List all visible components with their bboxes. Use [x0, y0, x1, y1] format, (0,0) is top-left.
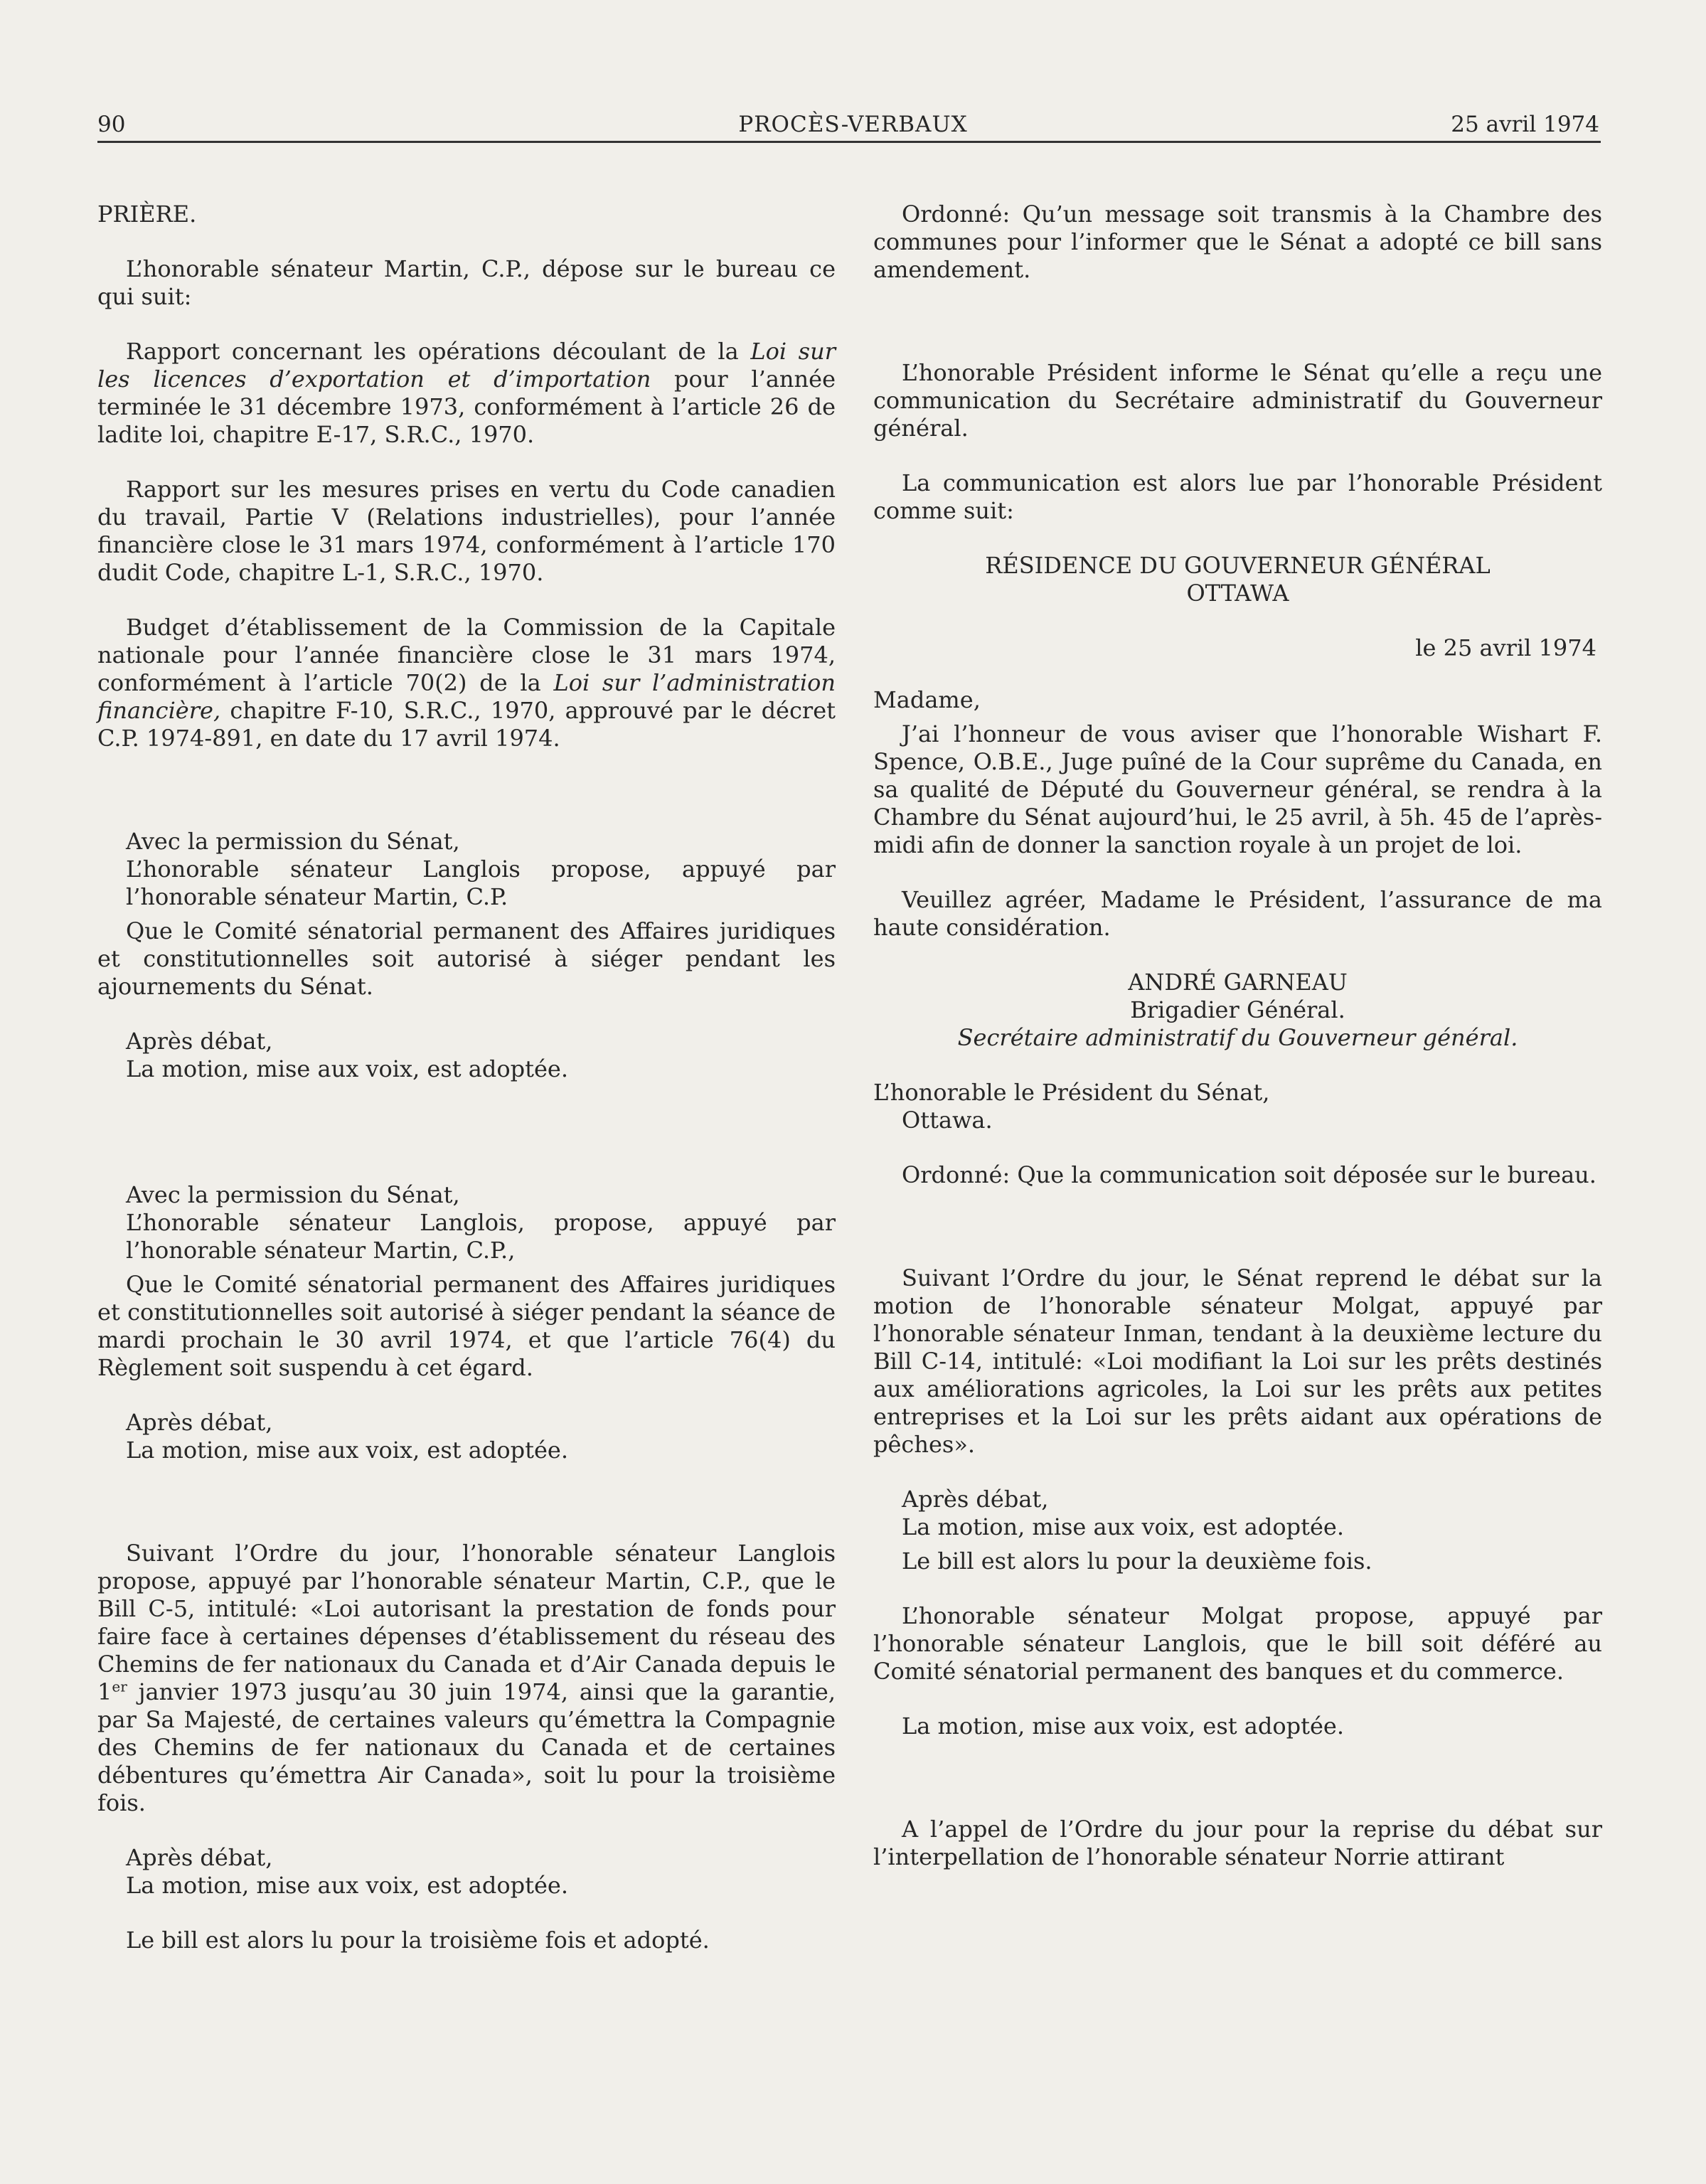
bill-c5-b: janvier 1973 jusqu’au 30 juin 1974, ainsi que la garantie, par Sa Majesté, de certaines valeurs qu’émettra la Compagnie des Chemins de fer nationaux du Canada et de certaines débentures qu’émettra Air Canada», soit lu pour la troisième fois.: [97, 1678, 836, 1816]
bill-c5: [97, 1540, 836, 1817]
motion1-result: [97, 1028, 836, 1083]
motion1-line2: L’honorable sénateur Langlois propose, appuyé par l’honorable sénateur Martin, C.P.: [126, 856, 836, 910]
budget-a: Budget d’établissement de la Commission de la Capitale nationale pour l’année financière close le 31 mars 1974, conformément à l’article 70(2) de la: [97, 614, 836, 696]
budget-law: Loi sur l’administration financière,: [97, 669, 836, 724]
communication-lue: La communication est alors lue par l’honorable Président comme suit:: [873, 469, 1602, 524]
debate-after2: La motion, mise aux voix, est adoptée.: [902, 1513, 1345, 1540]
running-title: PROCÈS-VERBAUX: [738, 112, 968, 137]
motion1-after1: Après débat,: [126, 1028, 273, 1055]
appel-ordre: A l’appel de l’Ordre du jour pour la reprise du débat sur l’interpellation de l’honorable sénateur Norrie attirant: [873, 1816, 1602, 1870]
motion2-after1: Après débat,: [126, 1409, 273, 1436]
signature-rank: Brigadier Général.: [1130, 996, 1345, 1023]
motion2-intro: [97, 1181, 836, 1264]
motion1-intro: [97, 828, 836, 911]
bill-c5-a: Suivant l’Ordre du jour, l’honorable sénateur Langlois propose, appuyé par l’honorable sénateur Martin, C.P., que le Bill C-5, intitulé: «Loi autorisant la prestation de fonds pour faire face à certaines dépenses d’établissement du réseau des Chemins de fer nationaux du Canada et d’Air Canada depuis le 1: [97, 1540, 836, 1705]
section-gap: [873, 311, 1602, 359]
bill-c5-result: [97, 1844, 836, 1900]
letter-salutation: Madame,: [873, 686, 981, 713]
motion-adopted: La motion, mise aux voix, est adoptée.: [902, 1712, 1345, 1740]
rapport-licences: [97, 338, 836, 449]
rapport-licences-a: Rapport concernant les opérations découlant de la: [126, 338, 751, 365]
motion2-line2: L’honorable sénateur Langlois, propose, appuyé par l’honorable sénateur Martin, C.P.,: [126, 1209, 836, 1264]
molgat-propose: L’honorable sénateur Molgat propose, appuyé par l’honorable sénateur Langlois, que le bill soit déféré au Comité sénatorial permanent des banques et du commerce.: [873, 1602, 1602, 1685]
debate-bill-c14: Suivant l’Ordre du jour, le Sénat reprend le débat sur la motion de l’honorable sénateur Molgat, appuyé par l’honorable sénateur Inman, tendant à la deuxième lecture du Bill C-14, intitulé: «Loi modifiant la Loi sur les prêts destinés aux améliorations agricoles, la Loi sur les prêts aux petites entreprises et la Loi sur les prêts aidant aux opérations de pêches».: [873, 1264, 1602, 1458]
second-reading: Le bill est alors lu pour la deuxième fois.: [902, 1548, 1372, 1575]
addressee: [873, 1079, 1602, 1134]
bill-after1: Après débat,: [126, 1844, 273, 1871]
ordonne-message: Ordonné: Qu’un message soit transmis à la Chambre des communes pour l’informer que le Sénat a adopté ce bill sans amendement.: [873, 201, 1602, 283]
budget-capitale: [97, 614, 836, 752]
motion1-after2: La motion, mise aux voix, est adoptée.: [126, 1055, 569, 1082]
debate-result: [873, 1486, 1602, 1541]
rapport-licences-b: pour l’année terminée le 31 décembre 1973, conformément à l’article 26 de ladite loi, chapitre E-17, S.R.C., 1970.: [97, 366, 836, 448]
rapport-licences-law: Loi sur les licences d’exportation et d’importation: [97, 338, 836, 393]
residence-line2: OTTAWA: [1186, 580, 1289, 607]
president-informe: L’honorable Président informe le Sénat qu’elle a reçu une communication du Secrétaire administratif du Gouverneur général.: [873, 359, 1602, 442]
budget-b: chapitre F-10, S.R.C., 1970, approuvé par le décret C.P. 1974-891, en date du 17 avril 1974.: [97, 697, 836, 752]
motion1-line1: Avec la permission du Sénat,: [126, 828, 460, 855]
rapport-travail: Rapport sur les mesures prises en vertu du Code canadien du travail, Partie V (Relations industrielles), pour l’année financière close le 31 mars 1974, conformément à l’article 170 dudit Code, chapitre L-1, S.R.C., 1970.: [97, 476, 836, 586]
signature-name: ANDRÉ GARNEAU: [1128, 969, 1348, 996]
page-number: 90: [97, 112, 126, 137]
residence-line1: RÉSIDENCE DU GOUVERNEUR GÉNÉRAL: [985, 552, 1491, 579]
section-gap: [97, 1110, 836, 1181]
addressee-line2: Ottawa.: [902, 1107, 993, 1134]
letter-closing: Veuillez agréer, Madame le Président, l’assurance de ma haute considération.: [873, 886, 1602, 941]
motion2-result: [97, 1409, 836, 1464]
letter-body: J’ai l’honneur de vous aviser que l’honorable Wishart F. Spence, O.B.E., Juge puîné de la Cour suprême du Canada, en sa qualité de Député du Gouverneur général, se rendra à la Chambre du Sénat aujourd’hui, le 25 avril, à 5h. 45 de l’après-midi afin de donner la sanction royale à un projet de loi.: [873, 720, 1602, 858]
debate-after1: Après débat,: [902, 1486, 1049, 1513]
addressee-line1: L’honorable le Président du Sénat,: [873, 1079, 1270, 1106]
section-gap: [97, 779, 836, 828]
header-rule: [97, 141, 1601, 143]
depose-intro: L’honorable sénateur Martin, C.P., dépose sur le bureau ce qui suit:: [97, 255, 836, 310]
signature-title: Secrétaire administratif du Gouverneur général.: [957, 1024, 1518, 1051]
ordonne-depose: Ordonné: Que la communication soit déposée sur le bureau.: [902, 1161, 1596, 1188]
bill-c5-sup: er: [112, 1678, 127, 1695]
section-gap: [873, 1216, 1602, 1264]
left-column: [97, 201, 836, 1981]
letter-date: le 25 avril 1974: [1415, 634, 1596, 661]
residence-heading: [873, 552, 1602, 607]
bill-after2: La motion, mise aux voix, est adoptée.: [126, 1872, 569, 1899]
bill-c5-final: Le bill est alors lu pour la troisième fois et adopté.: [126, 1927, 710, 1954]
motion1-text: Que le Comité sénatorial permanent des Affaires juridiques et constitutionnelles soit autorisé à siéger pendant les ajournements du Sénat.: [97, 917, 836, 1000]
section-gap: [97, 1491, 836, 1540]
signature-block: [873, 969, 1602, 1052]
section-gap: [873, 1767, 1602, 1816]
motion2-line1: Avec la permission du Sénat,: [126, 1181, 460, 1208]
header-date: 25 avril 1974: [1451, 112, 1599, 137]
priere-heading: PRIÈRE.: [97, 201, 197, 228]
motion2-after2: La motion, mise aux voix, est adoptée.: [126, 1437, 569, 1464]
right-column: [873, 201, 1602, 1898]
motion2-text: Que le Comité sénatorial permanent des Affaires juridiques et constitutionnelles soit autorisé à siéger pendant la séance de mardi prochain le 30 avril 1974, et que l’article 76(4) du Règlement soit suspendu à cet égard.: [97, 1271, 836, 1381]
